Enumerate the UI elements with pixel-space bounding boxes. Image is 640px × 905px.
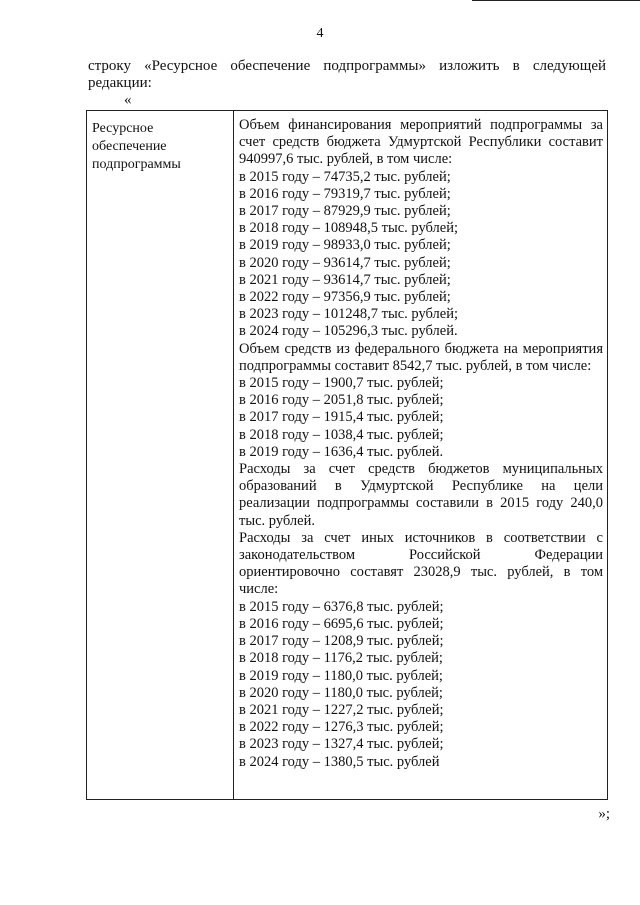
label-line: обеспечение bbox=[92, 139, 167, 154]
intro-line-1: строку «Ресурсное обеспечение подпрограммы» изложить в следующей bbox=[88, 58, 606, 74]
regional-year-line: в 2023 году – 101248,7 тыс. рублей; bbox=[239, 306, 459, 323]
top-rule bbox=[472, 0, 640, 1]
federal-intro: Объем средств из федерального бюджета на мероприятия подпрограммы составит 8542,7 тыс. рублей, в том числе: bbox=[239, 340, 603, 374]
other-year-line: в 2024 году – 1380,5 тыс. рублей bbox=[239, 753, 440, 770]
resource-table bbox=[86, 110, 608, 800]
other-intro: Расходы за счет иных источников в соответствии с законодательством Российской Федерации ориентировочно составят 23028,9 тыс. рублей, в том числе: bbox=[239, 529, 603, 598]
regional-year-line: в 2024 году – 105296,3 тыс. рублей. bbox=[239, 323, 458, 340]
content-text bbox=[234, 111, 607, 771]
other-year-line: в 2023 году – 1327,4 тыс. рублей; bbox=[239, 736, 444, 753]
regional-year-line: в 2021 году – 93614,7 тыс. рублей; bbox=[239, 271, 451, 288]
other-year-line: в 2022 году – 1276,3 тыс. рублей; bbox=[239, 719, 444, 736]
other-year-line: в 2015 году – 6376,8 тыс. рублей; bbox=[239, 598, 444, 615]
open-quote: « bbox=[124, 92, 132, 108]
other-year-line: в 2019 году – 1180,0 тыс. рублей; bbox=[239, 667, 443, 684]
label-text bbox=[87, 111, 233, 174]
regional-year-line: в 2019 году – 98933,0 тыс. рублей; bbox=[239, 237, 451, 254]
regional-year-line: в 2017 году – 87929,9 тыс. рублей; bbox=[239, 203, 451, 220]
federal-year-line: в 2015 году – 1900,7 тыс. рублей; bbox=[239, 375, 444, 392]
municipal-text: Расходы за счет средств бюджетов муниципальных образований в Удмуртской Республике на цели реализации подпрограммы составили в 2015 году 240,0 тыс. рублей. bbox=[239, 461, 603, 529]
regional-year-line: в 2016 году – 79319,7 тыс. рублей; bbox=[239, 185, 451, 202]
table-row bbox=[87, 111, 608, 800]
other-year-line: в 2018 году – 1176,2 тыс. рублей; bbox=[239, 650, 443, 667]
other-year-line: в 2016 году – 6695,6 тыс. рублей; bbox=[239, 615, 444, 632]
other-year-line: в 2017 году – 1208,9 тыс. рублей; bbox=[239, 633, 444, 650]
regional-year-line: в 2018 году – 108948,5 тыс. рублей; bbox=[239, 220, 459, 237]
federal-year-line: в 2016 году – 2051,8 тыс. рублей; bbox=[239, 392, 444, 409]
label-cell bbox=[87, 111, 234, 800]
regional-year-line: в 2015 году – 74735,2 тыс. рублей; bbox=[239, 168, 451, 185]
federal-year-line: в 2019 году – 1636,4 тыс. рублей. bbox=[239, 443, 444, 460]
intro-line-2: редакции: bbox=[88, 75, 152, 91]
federal-year-line: в 2017 году – 1915,4 тыс. рублей; bbox=[239, 409, 444, 426]
label-line: подпрограммы bbox=[92, 157, 181, 172]
close-quote: »; bbox=[598, 806, 610, 822]
regional-year-line: в 2020 году – 93614,7 тыс. рублей; bbox=[239, 254, 451, 271]
regional-year-line: в 2022 году – 97356,9 тыс. рублей; bbox=[239, 289, 451, 306]
label-line: Ресурсное bbox=[92, 121, 154, 136]
federal-year-line: в 2018 году – 1038,4 тыс. рублей; bbox=[239, 426, 444, 443]
other-year-line: в 2021 году – 1227,2 тыс. рублей; bbox=[239, 701, 444, 718]
other-year-line: в 2020 году – 1180,0 тыс. рублей; bbox=[239, 684, 443, 701]
regional-intro: Объем финансирования мероприятий подпрограммы за счет средств бюджета Удмуртской Республики составит 940997,6 тыс. рублей, в том числе: bbox=[239, 117, 603, 168]
page-number: 4 bbox=[316, 26, 324, 41]
content-cell bbox=[234, 111, 608, 800]
